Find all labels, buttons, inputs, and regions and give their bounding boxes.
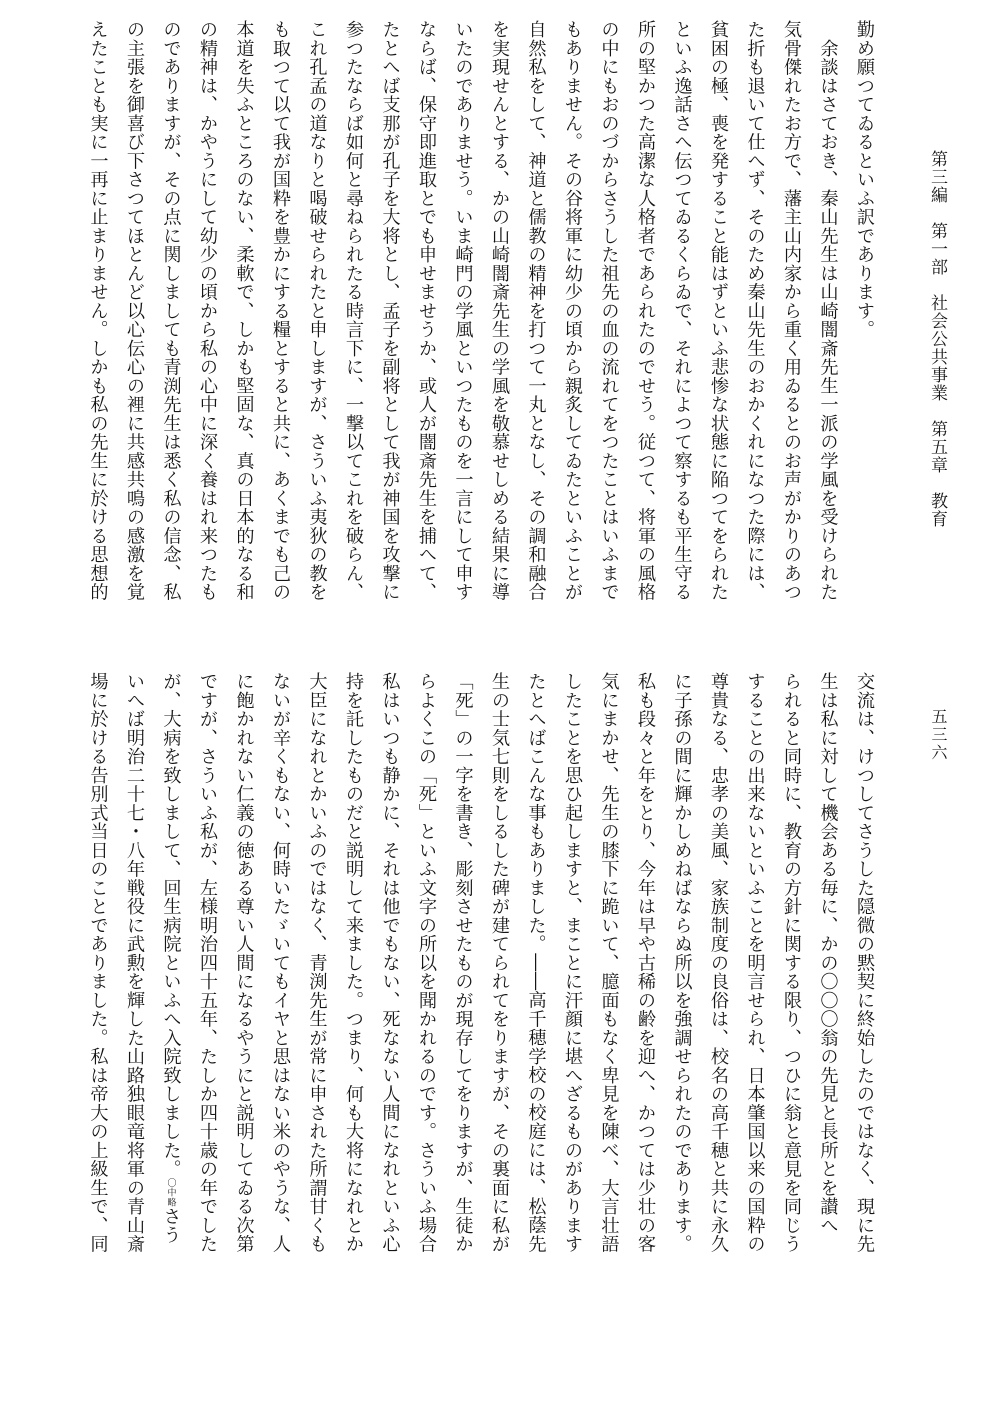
text-line: 自然私をして、神道と儒教の精神を打つて一丸となし、その調和融合: [525, 20, 547, 602]
text-line: 参つたならば如何と尋ねられたる時言下に、一撃以てこれを破らん、: [343, 20, 364, 602]
text-line: ですが、さういふ私が、左様明治四十五年、たしか四十歳の年でした: [197, 672, 218, 1254]
text-line: 余談はさておき、秦山先生は山崎闇斎先生一派の学風を受けられた: [817, 20, 839, 602]
text-line: 貧困の極、喪を発すること能はずといふ悲惨な状態に陥つてをられた: [708, 20, 729, 602]
text-line: 私も段々と年をとり、今年は早や古稀の齢を迎へ、かつては少壮の客: [635, 672, 656, 1254]
text-line: のでありますが、その点に関しましても青渕先生は悉く私の信念、私: [160, 20, 182, 602]
running-head: 第三編 第一部 社会公共事業 第五章 教育: [927, 150, 947, 528]
text-line: 「死」の一字を書き、彫刻させたものが現存してをりますが、生徒か: [452, 672, 474, 1254]
text-line: えたことも実に一再に止まりません。しかも私の先生に於ける思想的: [87, 20, 109, 602]
text-line: 生は私に対して機会ある毎に、かの〇〇〇翁の先見と長所とを讃へ: [817, 672, 839, 1235]
text-line: 尊貴なる、忠孝の美風、家族制度の良俗は、校名の高千穂と共に永久: [708, 672, 729, 1254]
text-line: られると同時に、教育の方針に関する限り、つひに翁と意見を同じう: [781, 672, 802, 1254]
text-line: 生の士気七則をしるした碑が建てられてをりますが、その裏面に私が: [489, 672, 510, 1254]
text-line-body: が、大病を致しまして、回生病院といふへ入院致しました。: [160, 672, 182, 1179]
text-line: らよくこの「死」といふ文字の所以を聞かれるのです。さういふ場合: [416, 672, 437, 1254]
text-line: 持を託したものだと説明して来ました。つまり、何も大将になれとか: [343, 672, 364, 1254]
text-line: の精神は、かやうにして幼少の頃から私の心中に深く養はれ来つたも: [197, 20, 218, 602]
text-line: ならば、保守即進取とでも申せませうか、或人が闇斎先生を捕へて、: [416, 20, 437, 602]
page-number: 五三六: [929, 708, 948, 762]
text-line: た折も退いて仕へず、そのため秦山先生のおかくれになつた際には、: [744, 20, 766, 602]
text-line: の中にもおのづからさうした祖先の血の流れてをつたことはいふまで: [598, 20, 620, 602]
text-line: を実現せんとする、かの山崎闇斎先生の学風を敬慕せしめる結果に導: [489, 20, 510, 602]
omission-note: 〇中略: [165, 1178, 176, 1207]
text-line: たとへば支那が孔子を大将とし、孟子を副将として我が神国を攻撃に: [379, 20, 401, 602]
text-line-tail: さう: [160, 1206, 182, 1245]
text-line: いへば明治二十七・八年戦役に武勲を輝した山路独眼竜将軍の青山斎: [124, 672, 145, 1254]
text-line: 私はいつも静かに、それは他でもない、死なない人間になれといふ心: [379, 672, 401, 1254]
text-line: 大臣になれとかいふのではなく、青渕先生が常に申された所謂甘くも: [306, 672, 328, 1254]
text-line: 交流は、けつしてさうした隠微の黙契に終始したのではなく、現に先: [854, 672, 875, 1254]
text-line: 本道を失ふところのない、柔軟で、しかも堅固な、真の日本的なる和: [233, 20, 255, 602]
text-line: の主張を御喜び下さつてほとんど以心伝心の裡に共感共鳴の感激を覚: [124, 20, 145, 602]
text-line: もありません。その谷将軍に幼少の頃から親炙してゐたといふことが: [562, 20, 583, 602]
text-line: ないが辛くもない、何時いたゞいてもイヤと思はない米のやうな、人: [270, 672, 291, 1254]
text-line: 気にまかせ、先生の膝下に跪いて、臆面もなく卑見を陳べ、大言壮語: [598, 672, 620, 1254]
text-line: これ孔孟の道なりと喝破せられたと申しますが、さういふ夷狄の教を: [306, 20, 328, 602]
lower-text-block: [72, 672, 882, 1362]
text-line: 気骨傑れたお方で、藩主山内家から重く用ゐるとのお声がかりのあつ: [781, 20, 802, 602]
text-line: したことを思ひ起しますと、まことに汗顔に堪へざるものがあります: [562, 672, 583, 1254]
text-line: といふ逸話さへ伝つてゐるくらゐで、それによつて察するも平生守る: [671, 20, 693, 602]
upper-text-block: [72, 20, 882, 662]
text-line: いたのでありませう。いま崎門の学風といつたものを一言にして申す: [452, 20, 474, 602]
text-line: に飽かれない仁義の徳ある尊い人間になるやうにと説明してゐる次第: [233, 672, 255, 1254]
text-line: たとへばこんな事もありました。――高千穂学校の校庭には、松蔭先: [525, 672, 547, 1254]
text-line: [152, 672, 189, 1362]
text-line: も取つて以て我が国粋を豊かにする糧とすると共に、あくまでも己の: [270, 20, 291, 602]
text-line: に子孫の間に輝かしめねばならぬ所以を強調せられたのであります。: [671, 672, 693, 1254]
text-line: 場に於ける告別式当日のことでありました。私は帝大の上級生で、同: [87, 672, 109, 1254]
text-line: 勤め願つてゐるといふ訳であります。: [854, 20, 875, 339]
text-line: することの出来ないといふことを明言せられ、日本肇国以来の国粋の: [744, 672, 766, 1254]
text-line: 所の堅かつた高潔な人格者であられたのでせう。従つて、将軍の風格: [635, 20, 656, 602]
